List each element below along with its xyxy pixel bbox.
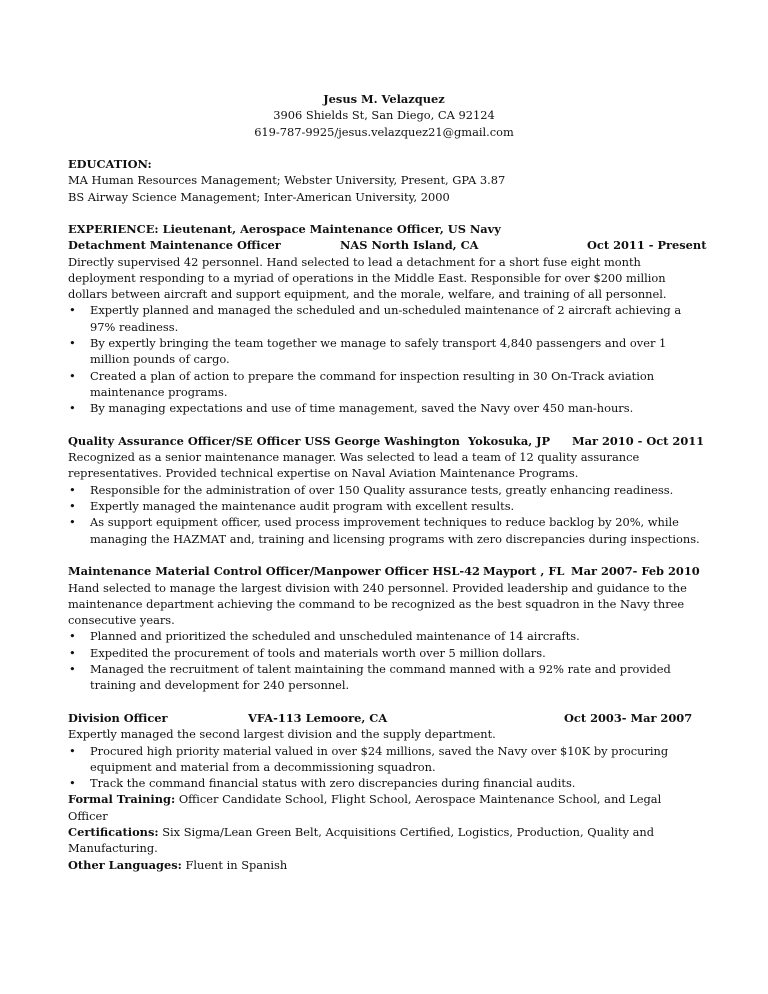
- job-header: [68, 237, 707, 253]
- job-summary: Hand selected to manage the largest division with 240 personnel. Provided leadership and guidance to the maintenance department achieving the command to be recognized as the best squadron in the Navy three consecutive years.: [68, 580, 687, 628]
- formal-training-value: Officer Candidate School, Flight School, Aerospace Maintenance School, and Legal Officer: [68, 792, 662, 823]
- certifications: [68, 824, 700, 857]
- extras-section: [68, 791, 700, 872]
- job-summary: Directly supervised 42 personnel. Hand selected to lead a detachment for a short fuse eight month deployment responding to a myriad of operations in the Middle East. Responsible for over $200 million dollars between aircraft and support equipment, and the morale, welfare, and training of all personnel.: [68, 254, 667, 302]
- candidate-contact: 619-787-9925/jesus.velazquez21@gmail.com: [254, 124, 514, 139]
- job-dates: Mar 2010 - Oct 2011: [572, 433, 705, 448]
- job-header: [68, 433, 705, 449]
- experience-heading: EXPERIENCE: Lieutenant, Aerospace Maintenance Officer, US Navy: [68, 222, 501, 236]
- experience-section: [68, 221, 707, 873]
- job-bullets: [68, 482, 700, 547]
- candidate-name: Jesus M. Velazquez: [323, 92, 445, 106]
- certifications-value: Six Sigma/Lean Green Belt, Acquisitions Certified, Logistics, Production, Quality and Manufacturing.: [68, 824, 655, 856]
- list-item: • Expertly planned and managed the scheduled and un-scheduled maintenance of 2 aircraft achieving a 97% readiness.: [68, 302, 700, 335]
- job-bullets: [68, 743, 700, 792]
- job-location: NAS North Island, CA: [340, 238, 479, 253]
- languages-label: Other Languages:: [68, 857, 182, 872]
- job-entry: [68, 563, 700, 693]
- formal-training-label: Formal Training:: [68, 792, 176, 807]
- job-dates: Oct 2011 - Present: [587, 238, 707, 253]
- job-summary: Expertly managed the second largest division and the supply department.: [68, 727, 496, 742]
- job-entry: [68, 237, 707, 416]
- job-header: [68, 563, 700, 579]
- list-item: • By expertly bringing the team together we manage to safely transport 4,840 passengers and over 1 million pounds of cargo.: [68, 335, 700, 368]
- education-line: BS Airway Science Management; Inter-American University, 2000: [68, 189, 450, 204]
- job-location: Mayport , FL: [483, 564, 565, 579]
- list-item: • Expertly managed the maintenance audit program with excellent results.: [68, 498, 700, 514]
- job-title: Division Officer: [68, 710, 168, 725]
- list-item: • Procured high priority material valued in over $24 millions, saved the Navy over $10K by procuring equipment and material from a decommissioning squadron.: [68, 743, 700, 776]
- education-section: [68, 156, 700, 205]
- job-dates: Mar 2007- Feb 2010: [571, 564, 700, 579]
- formal-training: [68, 791, 700, 824]
- other-languages: [68, 857, 700, 873]
- certifications-label: Certifications:: [68, 824, 159, 839]
- job-title: Detachment Maintenance Officer: [68, 238, 281, 253]
- list-item: • Created a plan of action to prepare the command for inspection resulting in 30 On-Track aviation maintenance programs.: [68, 368, 700, 401]
- candidate-address: 3906 Shields St, San Diego, CA 92124: [273, 108, 495, 123]
- job-title: Maintenance Material Control Officer/Manpower Officer HSL-42: [68, 564, 480, 579]
- list-item: • Track the command financial status with zero discrepancies during financial audits.: [68, 775, 700, 791]
- education-line: MA Human Resources Management; Webster University, Present, GPA 3.87: [68, 173, 506, 188]
- job-bullets: [68, 628, 700, 693]
- job-entry: [68, 433, 705, 547]
- languages-value: Fluent in Spanish: [185, 857, 288, 872]
- list-item: • Expedited the procurement of tools and materials worth over 5 million dollars.: [68, 645, 700, 661]
- job-location: VFA-113 Lemoore, CA: [248, 710, 388, 725]
- job-location: Yokosuka, JP: [468, 433, 551, 448]
- job-entry: [68, 710, 700, 791]
- job-summary: Recognized as a senior maintenance manager. Was selected to lead a team of 12 quality assurance representatives. Provided technical expertise on Naval Aviation Maintenance Programs.: [68, 450, 640, 481]
- job-title: Quality Assurance Officer/SE Officer USS George Washington: [68, 433, 460, 448]
- job-header: [68, 710, 700, 726]
- job-dates: Oct 2003- Mar 2007: [564, 710, 693, 725]
- list-item: • As support equipment officer, used process improvement techniques to reduce backlog by 20%, while managing the HAZMAT and, training and licensing programs with zero discrepancies during inspections.: [68, 514, 700, 547]
- list-item: • Planned and prioritized the scheduled and unscheduled maintenance of 14 aircrafts.: [68, 628, 700, 644]
- list-item: • Responsible for the administration of over 150 Quality assurance tests, greatly enhancing readiness.: [68, 482, 700, 498]
- education-heading: EDUCATION:: [68, 157, 152, 171]
- list-item: • By managing expectations and use of time management, saved the Navy over 450 man-hours.: [68, 400, 700, 416]
- job-bullets: [68, 302, 700, 416]
- list-item: • Managed the recruitment of talent maintaining the command manned with a 92% rate and provided training and development for 240 personnel.: [68, 661, 700, 694]
- resume-header: [0, 91, 768, 140]
